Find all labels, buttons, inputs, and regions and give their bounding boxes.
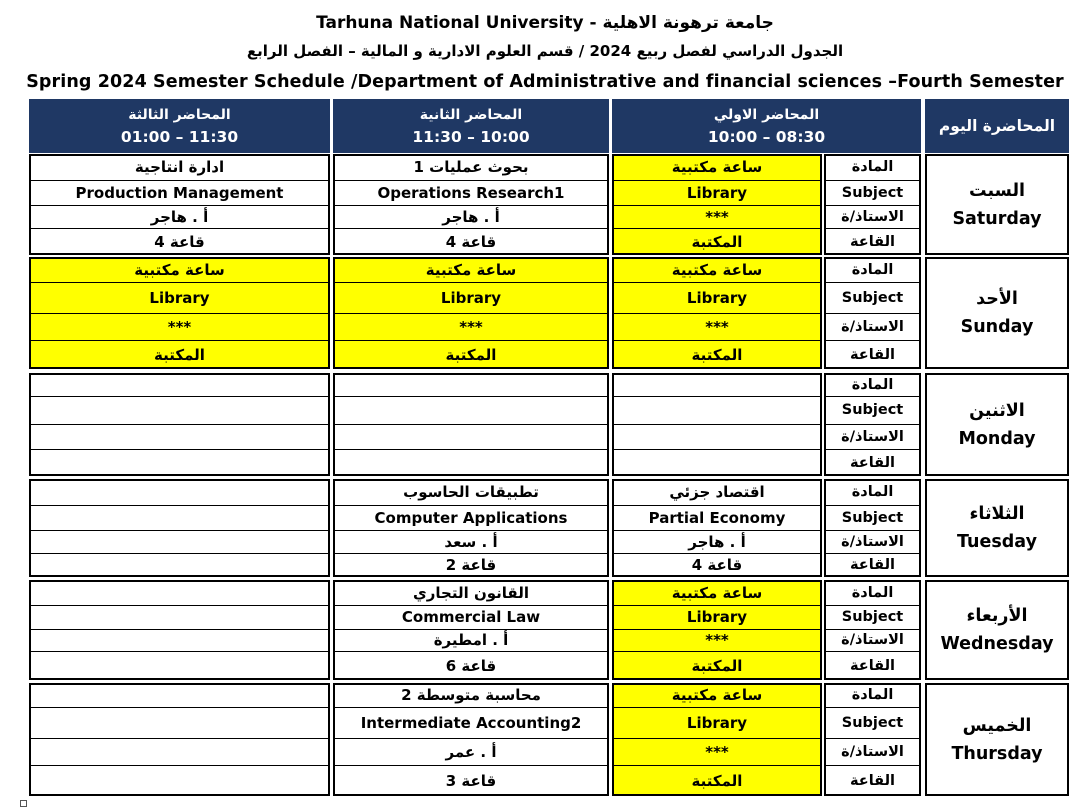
lecture3-time: 01:00 – 11:30 xyxy=(120,128,239,146)
day-header-label: المحاضرة اليوم xyxy=(938,117,1056,135)
row-divider xyxy=(612,629,822,630)
schedule-cell-ar xyxy=(29,373,330,396)
schedule-cell-room xyxy=(29,553,330,577)
schedule-title-english: Spring 2024 Semester Schedule /Department of Administrative and financial sciences –Fourth Semester xyxy=(26,72,1064,92)
row-divider xyxy=(29,449,330,450)
schedule-cell-en: Computer Applications xyxy=(374,508,568,527)
row-divider xyxy=(612,765,822,766)
row-divider xyxy=(333,707,609,708)
schedule-cell-room: قاعة 4 xyxy=(154,232,205,251)
row-divider xyxy=(824,553,921,554)
header-lecture1 xyxy=(612,99,921,153)
schedule-cell-ar: ساعة مكتبية xyxy=(671,686,763,704)
day-name-english: Monday xyxy=(958,428,1036,449)
schedule-cell-en: Production Management xyxy=(75,183,284,202)
row-divider xyxy=(29,228,330,229)
schedule-cell-room: المكتبة xyxy=(445,345,497,364)
day-name-english: Saturday xyxy=(952,208,1042,229)
row-label: الاستاذ/ة xyxy=(841,632,904,648)
schedule-cell-room: قاعة 3 xyxy=(445,771,497,790)
schedule-cell-room: المكتبة xyxy=(691,771,743,790)
row-label: الاستاذ/ة xyxy=(841,428,904,445)
row-divider xyxy=(333,553,609,554)
row-divider xyxy=(612,553,822,554)
schedule-cell-en: Intermediate Accounting2 xyxy=(360,713,582,732)
schedule-cell-ar: ساعة مكتبية xyxy=(671,583,763,602)
schedule-cell-teacher: *** xyxy=(459,317,483,336)
day-name-arabic: السبت xyxy=(968,180,1026,201)
schedule-cell-room xyxy=(29,651,330,680)
day-name-english: Wednesday xyxy=(940,634,1054,654)
schedule-cell-en: Commercial Law xyxy=(401,608,541,626)
schedule-cell-teacher xyxy=(29,629,330,651)
day-name-arabic: الثلاثاء xyxy=(969,504,1025,524)
row-label: Subject xyxy=(841,289,904,306)
row-label: الاستاذ/ة xyxy=(841,208,904,225)
header-day-lecture xyxy=(925,99,1069,153)
row-divider xyxy=(824,765,921,766)
row-divider xyxy=(333,340,609,341)
row-divider xyxy=(824,424,921,425)
schedule-cell-room: قاعة 6 xyxy=(445,656,497,675)
row-divider xyxy=(612,180,822,181)
day-name-arabic: الخميس xyxy=(962,715,1032,736)
schedule-cell-ar xyxy=(612,373,822,396)
row-divider xyxy=(824,651,921,652)
schedule-cell-en xyxy=(29,505,330,530)
row-divider xyxy=(333,205,609,206)
row-divider xyxy=(612,424,822,425)
schedule-cell-teacher xyxy=(29,424,330,449)
row-divider xyxy=(333,530,609,531)
schedule-cell-en xyxy=(333,396,609,424)
schedule-title-arabic: الجدول الدراسي لفصل ربيع 2024 / قسم العلوم الادارية و المالية – الفصل الرابع xyxy=(246,42,844,60)
schedule-cell-ar: ساعة مكتبية xyxy=(671,260,763,279)
row-divider xyxy=(612,396,822,397)
schedule-cell-en xyxy=(29,707,330,738)
row-divider xyxy=(29,340,330,341)
row-divider xyxy=(824,313,921,314)
row-label: Subject xyxy=(841,184,904,201)
day-name-arabic: الأحد xyxy=(976,289,1018,309)
row-label: المادة xyxy=(851,584,894,601)
row-label: الاستاذ/ة xyxy=(841,743,904,760)
row-label: المادة xyxy=(851,687,894,703)
schedule-cell-room: قاعة 2 xyxy=(445,556,497,574)
row-divider xyxy=(333,180,609,181)
schedule-cell-room xyxy=(612,449,822,476)
day-cell-sunday xyxy=(925,257,1069,369)
schedule-cell-en: Library xyxy=(686,288,748,307)
row-divider xyxy=(824,449,921,450)
row-divider xyxy=(612,651,822,652)
row-divider xyxy=(824,340,921,341)
schedule-cell-teacher: أ . امطيرة xyxy=(433,631,509,649)
row-divider xyxy=(612,738,822,739)
resize-handle xyxy=(20,800,27,807)
row-divider xyxy=(612,707,822,708)
row-divider xyxy=(824,282,921,283)
row-divider xyxy=(824,629,921,630)
row-label: المادة xyxy=(851,159,894,175)
header-lecture3 xyxy=(29,99,330,153)
schedule-cell-teacher xyxy=(333,424,609,449)
row-divider xyxy=(333,738,609,739)
row-label: القاعة xyxy=(850,772,895,789)
row-divider xyxy=(333,228,609,229)
university-title: Tarhuna National University - جامعة ترهونة الاهلية xyxy=(316,13,774,33)
schedule-cell-teacher: أ . عمر xyxy=(445,742,497,761)
lecture1-time: 10:00 – 08:30 xyxy=(707,128,826,146)
schedule-cell-room: المكتبة xyxy=(691,345,743,364)
lecture1-title: المحاضر الاولي xyxy=(713,107,820,123)
schedule-cell-ar: ادارة انتاجية xyxy=(134,158,225,176)
row-divider xyxy=(333,424,609,425)
schedule-cell-teacher: *** xyxy=(705,631,729,649)
row-divider xyxy=(333,765,609,766)
row-divider xyxy=(612,449,822,450)
day-cell-wednesday xyxy=(925,580,1069,680)
row-label: المادة xyxy=(851,261,894,278)
row-divider xyxy=(29,205,330,206)
header-lecture2 xyxy=(333,99,609,153)
schedule-cell-ar xyxy=(29,479,330,505)
day-cell-monday xyxy=(925,373,1069,476)
row-label: القاعة xyxy=(850,233,895,250)
day-name-english: Tuesday xyxy=(957,532,1037,552)
schedule-cell-teacher: *** xyxy=(705,317,729,336)
schedule-cell-en: Library xyxy=(440,288,502,307)
row-divider xyxy=(29,553,330,554)
row-label: Subject xyxy=(841,402,904,418)
schedule-cell-ar: تطبيقات الحاسوب xyxy=(403,483,539,501)
schedule-cell-teacher: أ . هاجر xyxy=(688,532,746,551)
schedule-cell-ar: ساعة مكتبية xyxy=(671,158,763,176)
schedule-cell-teacher: *** xyxy=(705,207,729,226)
row-divider xyxy=(29,424,330,425)
row-label: الاستاذ/ة xyxy=(841,533,904,550)
row-divider xyxy=(612,505,822,506)
schedule-cell-en xyxy=(612,396,822,424)
row-divider xyxy=(333,282,609,283)
row-divider xyxy=(612,228,822,229)
row-divider xyxy=(612,313,822,314)
lecture2-title: المحاضر الثانية xyxy=(419,107,523,123)
row-divider xyxy=(333,505,609,506)
row-divider xyxy=(612,282,822,283)
row-label: القاعة xyxy=(850,346,895,363)
schedule-cell-teacher: أ . هاجر xyxy=(150,207,209,226)
day-cell-thursday xyxy=(925,683,1069,796)
schedule-cell-ar xyxy=(29,580,330,605)
row-divider xyxy=(333,449,609,450)
row-divider xyxy=(29,707,330,708)
schedule-cell-en xyxy=(29,605,330,629)
schedule-cell-teacher: أ . هاجر xyxy=(442,207,500,226)
schedule-cell-en: Library xyxy=(686,713,748,732)
schedule-cell-room: المكتبة xyxy=(691,232,743,251)
schedule-cell-ar: بحوث عمليات 1 xyxy=(413,158,529,176)
day-name-arabic: الاثنين xyxy=(969,400,1025,421)
schedule-cell-teacher xyxy=(29,738,330,765)
row-divider xyxy=(824,530,921,531)
schedule-cell-room xyxy=(333,449,609,476)
schedule-cell-teacher xyxy=(29,530,330,553)
schedule-cell-ar xyxy=(333,373,609,396)
schedule-cell-en: Library xyxy=(686,608,748,626)
row-divider xyxy=(612,340,822,341)
row-label: Subject xyxy=(841,714,904,731)
row-divider xyxy=(612,530,822,531)
schedule-cell-teacher: أ . سعد xyxy=(444,532,498,551)
schedule-cell-room xyxy=(29,449,330,476)
row-divider xyxy=(29,738,330,739)
row-divider xyxy=(29,605,330,606)
row-divider xyxy=(824,228,921,229)
row-divider xyxy=(824,738,921,739)
row-label: المادة xyxy=(851,376,894,393)
row-label: Subject xyxy=(841,609,904,625)
row-divider xyxy=(29,282,330,283)
row-label: Subject xyxy=(841,509,904,526)
row-divider xyxy=(29,629,330,630)
row-divider xyxy=(29,505,330,506)
row-divider xyxy=(29,651,330,652)
schedule-cell-room: قاعة 4 xyxy=(691,556,743,574)
schedule-cell-en: Library xyxy=(686,183,748,202)
schedule-cell-room xyxy=(29,765,330,796)
schedule-cell-ar: ساعة مكتبية xyxy=(425,260,517,279)
day-cell-saturday xyxy=(925,154,1069,255)
schedule-cell-en: Operations Research1 xyxy=(377,183,565,202)
row-divider xyxy=(333,313,609,314)
row-label: القاعة xyxy=(850,454,895,471)
row-divider xyxy=(824,205,921,206)
schedule-cell-teacher: *** xyxy=(167,317,192,336)
row-divider xyxy=(29,530,330,531)
row-divider xyxy=(824,396,921,397)
schedule-cell-teacher xyxy=(612,424,822,449)
row-divider xyxy=(333,396,609,397)
row-divider xyxy=(29,313,330,314)
schedule-cell-teacher: *** xyxy=(705,742,729,761)
lecture3-title: المحاضر الثالثة xyxy=(128,107,231,123)
row-label: القاعة xyxy=(850,657,895,674)
schedule-cell-ar: اقتصاد جزئي xyxy=(669,483,765,501)
row-divider xyxy=(824,707,921,708)
schedule-cell-room: المكتبة xyxy=(154,345,205,364)
schedule-cell-en xyxy=(29,396,330,424)
schedule-cell-en: Library xyxy=(149,288,210,307)
day-name-english: Thursday xyxy=(951,743,1043,764)
schedule-cell-ar xyxy=(29,683,330,707)
row-divider xyxy=(333,629,609,630)
schedule-cell-ar: ساعة مكتبية xyxy=(134,260,225,279)
row-label: القاعة xyxy=(850,557,895,573)
row-label: المادة xyxy=(851,484,894,500)
row-divider xyxy=(29,396,330,397)
row-divider xyxy=(824,180,921,181)
row-divider xyxy=(612,205,822,206)
schedule-cell-ar: القانون التجاري xyxy=(413,583,529,602)
row-divider xyxy=(612,605,822,606)
schedule-cell-room: المكتبة xyxy=(691,656,743,675)
day-name-arabic: الأربعاء xyxy=(966,606,1028,626)
lecture2-time: 11:30 – 10:00 xyxy=(412,128,530,146)
schedule-cell-room: قاعة 4 xyxy=(445,232,497,251)
row-label: الاستاذ/ة xyxy=(841,318,904,335)
day-name-english: Sunday xyxy=(960,317,1034,337)
row-divider xyxy=(29,180,330,181)
row-divider xyxy=(824,505,921,506)
schedule-cell-en: Partial Economy xyxy=(648,508,786,527)
row-divider xyxy=(333,605,609,606)
row-divider xyxy=(29,765,330,766)
schedule-cell-ar: محاسبة متوسطة 2 xyxy=(401,686,541,704)
row-divider xyxy=(824,605,921,606)
day-cell-tuesday xyxy=(925,479,1069,577)
row-divider xyxy=(333,651,609,652)
